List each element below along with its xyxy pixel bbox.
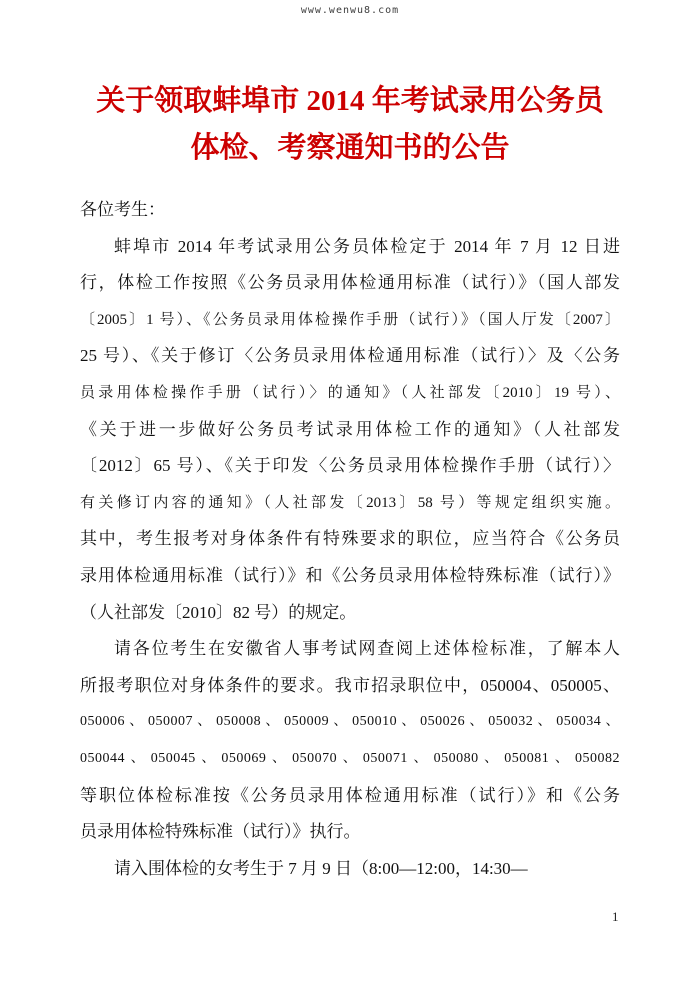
body-line: 25 号）、《关于修订〈公务员录用体检通用标准（试行）〉及〈公务: [80, 346, 620, 366]
body-line: 其中，考生报考对身体条件有特殊要求的职位，应当符合《公务员: [80, 529, 620, 549]
page-number: 1: [612, 909, 619, 924]
title-line-1: 关于领取蚌埠市 2014 年考试录用公务员: [96, 85, 604, 117]
body-line: 《关于进一步做好公务员考试录用体检工作的通知》（人社部发: [80, 419, 620, 439]
body-line: 员录用体检特殊标准（试行）》执行。: [80, 822, 361, 842]
body-line: 050044、050045、050069、050070、050071、050080、050081、050082: [80, 750, 620, 766]
body-line: 行，体检工作按照《公务员录用体检通用标准（试行）》（国人部发: [80, 273, 620, 293]
body-line: 有关修订内容的通知》（人社部发〔2013〕58 号）等规定组织实施。: [80, 494, 620, 511]
body-line: 蚌埠市 2014 年考试录用公务员体检定于 2014 年 7 月 12 日进: [114, 236, 620, 256]
body-line: 〔2005〕1 号）、《公务员录用体检操作手册（试行）》（国人厅发〔2007〕: [80, 311, 620, 328]
body-line: 等职位体检标准按《公务员录用体检通用标准（试行）》和《公务: [80, 785, 620, 805]
body-line: 所报考职位对身体条件的要求。我市招录职位中，050004、050005、: [80, 675, 620, 695]
body-line: 录用体检通用标准（试行）》和《公务员录用体检特殊标准（试行）》: [80, 565, 620, 585]
body-line: 〔2012〕65 号）、《关于印发〈公务员录用体检操作手册（试行）〉: [80, 456, 620, 476]
body-line-salutation: 各位考生：: [80, 200, 165, 219]
body-line: 050006、050007、050008、050009、050010、050026、050032、050034、: [80, 714, 620, 730]
body-line: 请入围体检的女考生于 7 月 9 日（8:00—12:00，14:30—: [114, 858, 528, 878]
body-line: 请各位考生在安徽省人事考试网查阅上述体检标准，了解本人: [114, 639, 620, 659]
body-line: 员录用体检操作手册（试行）〉的通知》（人社部发〔2010〕19 号）、: [80, 384, 620, 401]
watermark-url: www.wenwu8.com: [300, 5, 400, 16]
body-line: （人社部发〔2010〕82 号）的规定。: [80, 602, 357, 622]
document-body: [80, 192, 620, 887]
document-title: [40, 78, 660, 172]
title-line-2: 体检、考察通知书的公告: [190, 132, 510, 164]
